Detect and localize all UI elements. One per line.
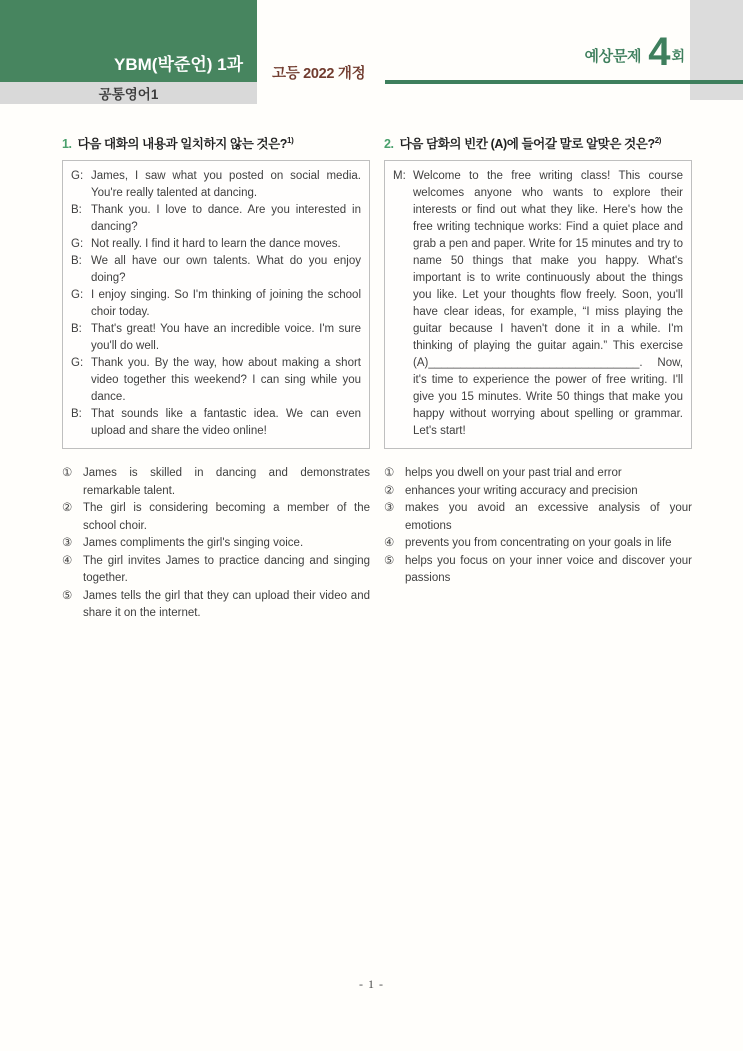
option-text: helps you dwell on your past trial and error [405, 467, 622, 480]
dialogue-line [71, 406, 361, 440]
question-2-footnote: 2) [654, 136, 662, 145]
question-1-title [62, 136, 370, 152]
question-2-title [384, 136, 692, 152]
speaker-label: B: [71, 323, 82, 336]
dialogue-text: Thank you. I love to dance. Are you interested in dancing? [91, 204, 361, 234]
option-marker: ② [384, 484, 395, 497]
dialogue-line [71, 168, 361, 202]
question-1-number: 1. [62, 137, 72, 152]
question-1-text: 다음 대화의 내용과 일치하지 않는 것은?$^{1)}$ [77, 136, 294, 152]
speaker-label: G: [71, 289, 84, 302]
speaker-label: G: [71, 357, 84, 370]
question-2-number: 2. [384, 137, 394, 152]
question-2-passage-box [384, 160, 692, 449]
option-1 [62, 465, 370, 500]
edition-label: 고등 2022 개정 [272, 66, 366, 82]
question-1-footnote: 1) [287, 136, 294, 145]
dialogue-text: I enjoy singing. So I'm thinking of joining the school choir today. [91, 289, 361, 319]
option-text: prevents you from concentrating on your goals in life [405, 537, 672, 550]
question-1-dialogue-box [62, 160, 370, 449]
question-1-options [62, 465, 370, 623]
passage-text: Welcome to the free writing class! This course welcomes anyone who wants to explore their interests or find out what they like. Here's how the free writing technique works: Find a quiet place and grab a pen and paper. Write for 15 minutes and try to name 50 things that make you happy. What's important is to write continuously about the things you like. Let your thoughts flow freely. Soon, you'll have clear ideas, for example, “I miss playing the guitar because I haven't done it in a while. I'm thinking of playing the guitar again.” This exercise (A)_________________________________. Now, it's time to experience the power of free writing. I'll give you 15 minutes. Write 50 things that make you happy without worrying about spelling or grammar. Let's start! [413, 170, 683, 438]
subject-bar [0, 82, 257, 104]
option-5 [62, 588, 370, 623]
option-marker: ⑤ [384, 554, 395, 567]
exam-label: 예상문제 [584, 48, 642, 65]
option-marker: ① [62, 467, 73, 480]
exam-suffix: 회 [671, 48, 685, 64]
option-text: makes you avoid an excessive analysis of your emotions [405, 502, 692, 532]
option-marker: ③ [62, 537, 73, 550]
dialogue-text: Thank you. By the way, how about making a short video together this weekend? I can sing while you dance. [91, 357, 361, 404]
exam-badge [584, 30, 685, 74]
option-text: enhances your writing accuracy and precision [405, 484, 638, 497]
option-3 [62, 535, 370, 553]
book-title: YBM(박준언) 1과 [114, 55, 243, 74]
option-text: The girl is considering becoming a member of the school choir. [83, 502, 370, 532]
option-marker: ④ [384, 537, 395, 550]
subject-label: 공통영어1 [98, 87, 159, 102]
option-text: The girl invites James to practice dancing and singing together. [83, 554, 370, 585]
option-5 [384, 553, 692, 588]
dialogue-line [71, 253, 361, 287]
option-marker: ⑤ [62, 589, 73, 602]
question-1 [62, 136, 370, 623]
option-2 [384, 483, 692, 501]
dialogue-text: That sounds like a fantastic idea. We can even upload and share the video online! [91, 408, 361, 438]
page-number: - 1 - [359, 977, 384, 991]
question-2 [384, 136, 692, 588]
dialogue-text: Not really. I find it hard to learn the dance moves. [91, 238, 341, 251]
dialogue-text: That's great! You have an incredible voice. I'm sure you'll do well. [91, 323, 361, 353]
option-2 [62, 500, 370, 535]
question-2-options [384, 465, 692, 588]
option-1 [384, 465, 692, 483]
option-4 [62, 553, 370, 588]
dialogue-line [71, 287, 361, 321]
question-2-text: 다음 담화의 빈칸 (A)에 들어갈 말로 알맞은 것은?$^{2)}$ [399, 136, 662, 152]
option-text: helps you focus on your inner voice and discover your passions [405, 554, 692, 585]
speaker-label: B: [71, 204, 82, 217]
dialogue-line [71, 321, 361, 355]
speaker-label: G: [71, 170, 84, 183]
option-text: James is skilled in dancing and demonstrates remarkable talent. [83, 467, 370, 497]
option-4 [384, 535, 692, 553]
option-text: James tells the girl that they can upload their video and share it on the internet. [83, 589, 370, 620]
speaker-label: G: [71, 238, 84, 251]
option-marker: ② [62, 502, 73, 515]
option-marker: ① [384, 467, 395, 480]
speaker-label: B: [71, 408, 82, 421]
option-3 [384, 500, 692, 535]
header-divider-rule [385, 80, 743, 84]
speaker-label: M: [393, 170, 406, 183]
dialogue-text: James, I saw what you posted on social media. You're really talented at dancing. [91, 170, 361, 200]
speaker-label: B: [71, 255, 82, 268]
header-gray-strip [690, 0, 743, 100]
option-marker: ④ [62, 554, 73, 567]
dialogue-text: We all have our own talents. What do you enjoy doing? [91, 255, 361, 285]
exam-number: 4 [648, 30, 671, 74]
dialogue-line [71, 355, 361, 406]
dialogue-line [393, 168, 683, 440]
header-title-block [0, 0, 257, 82]
option-marker: ③ [384, 502, 395, 515]
option-text: James compliments the girl's singing voice. [83, 537, 304, 550]
dialogue-line [71, 202, 361, 236]
dialogue-line [71, 236, 361, 253]
